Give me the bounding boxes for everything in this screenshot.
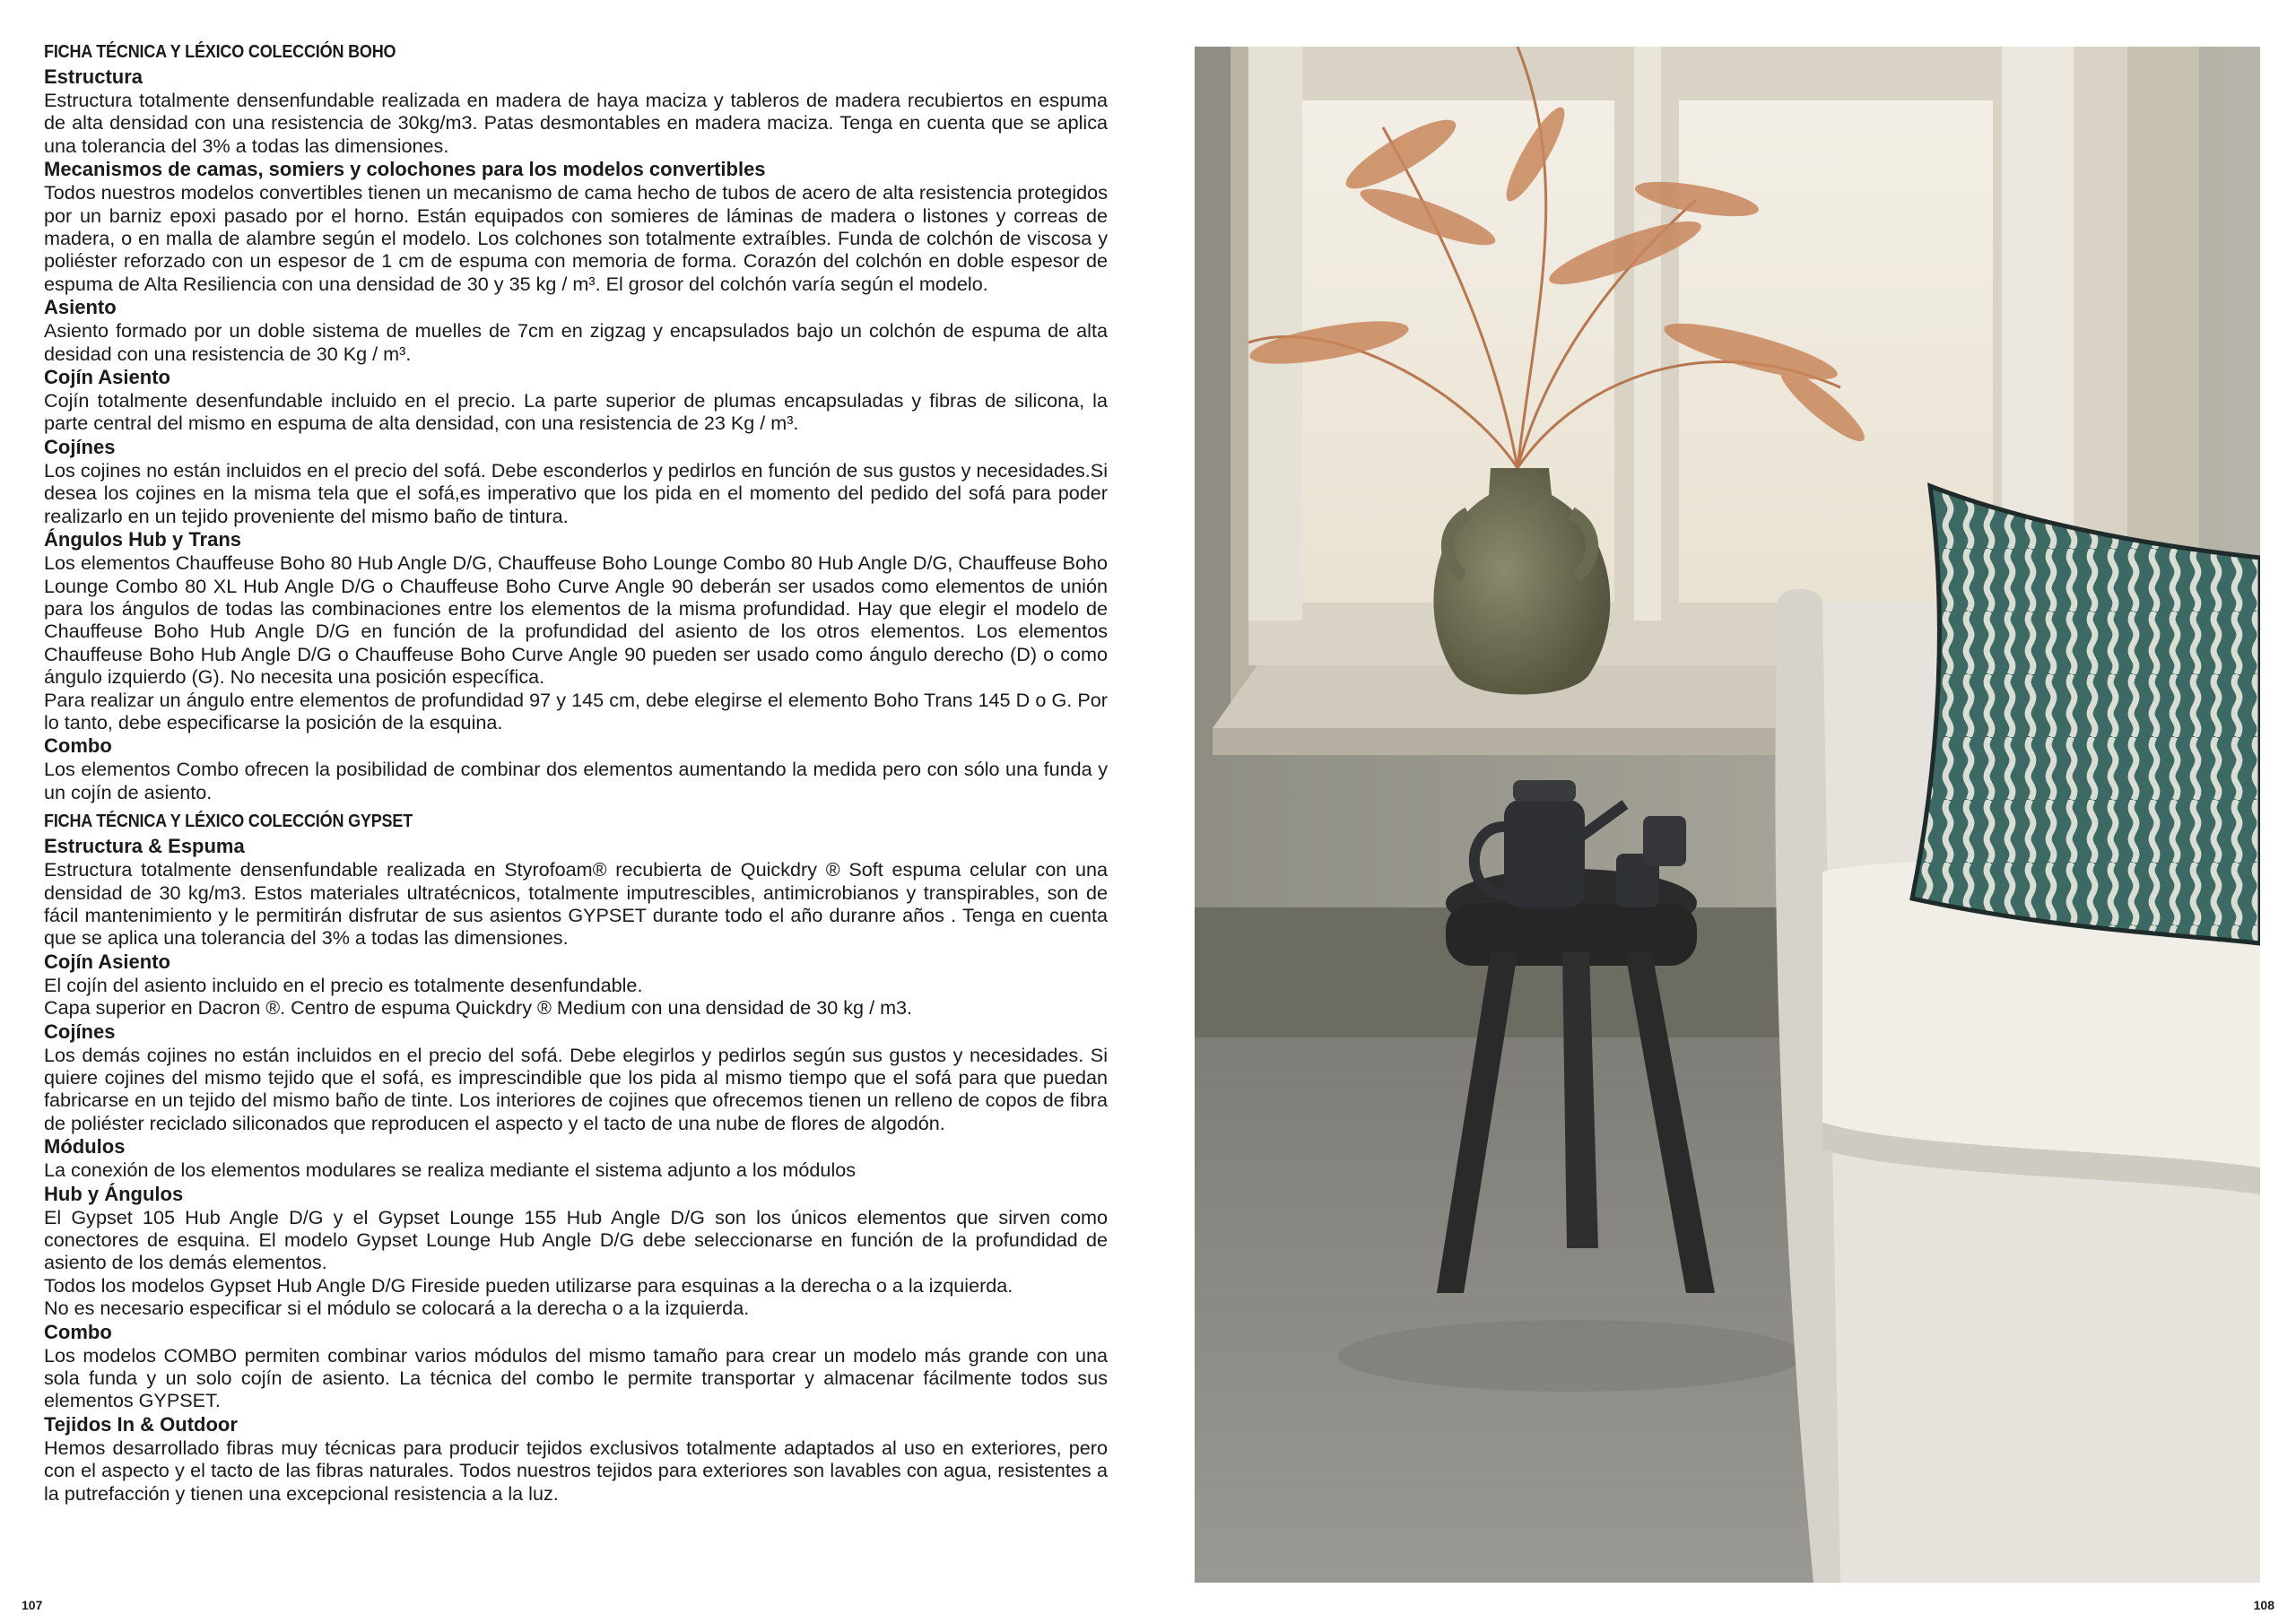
gypset-estructura-heading: Estructura & Espuma <box>44 835 245 858</box>
patterned-cushion <box>1912 486 2260 943</box>
shutter-left <box>1248 47 1302 621</box>
gypset-hub-text-1: El Gypset 105 Hub Angle D/G y el Gypset Lounge 155 Hub Angle D/G son los únicos elementos que sirven como conectores de esquina. El modelo Gypset Lounge Hub Angle D/G debe seleccionarse en función de la profundidad de asiento de los demás elementos. <box>44 1205 1108 1274</box>
boho-cojines-heading: Cojínes <box>44 435 116 458</box>
page-number-right: 108 <box>2253 1598 2274 1612</box>
teapot-lid <box>1513 780 1576 802</box>
boho-estructura-heading: Estructura <box>44 65 144 88</box>
cup-2 <box>1643 816 1686 866</box>
page-number-left: 107 <box>22 1598 43 1612</box>
gypset-hub-text-2: Todos los modelos Gypset Hub Angle D/G Fireside pueden utilizarse para esquinas a la derecha o a la izquierda. <box>44 1273 1013 1297</box>
interior-photo <box>1195 47 2260 1583</box>
gypset-combo-heading: Combo <box>44 1320 112 1343</box>
boho-cojines-text: Los cojines no están incluidos en el precio del sofá. Debe esconderlos y pedirlos en función de sus gustos y necesidades.Si desea los cojines en la misma tela que el sofá,es imperativo que los pida en el momento del pedido del sofá para poder realizarlo en un tejido proveniente del mismo baño de tintura. <box>44 458 1108 527</box>
gypset-hub-heading: Hub y Ángulos <box>44 1182 184 1205</box>
gypset-tejidos-heading: Tejidos In & Outdoor <box>44 1412 238 1436</box>
gypset-cojines-heading: Cojínes <box>44 1020 116 1043</box>
boho-section-title: FICHA TÉCNICA Y LÉXICO COLECCIÓN BOHO <box>44 42 396 62</box>
boho-combo-heading: Combo <box>44 734 112 758</box>
gypset-hub-text-3: No es necesario especificar si el módulo se colocará a la derecha o a la izquierda. <box>44 1297 750 1320</box>
boho-combo-text: Los elementos Combo ofrecen la posibilidad de combinar dos elementos aumentando la medida pero con sólo una funda y un cojín de asiento. <box>44 758 1108 803</box>
boho-cojin-heading: Cojín Asiento <box>44 366 170 389</box>
window-mullion <box>1634 47 1661 621</box>
gypset-combo-text: Los modelos COMBO permiten combinar varios módulos del mismo tamaño para crear un modelo más grande con una sola funda y un solo cojín de asiento. La técnica del combo le permite transportar y almacenar fácilmente todos sus elementos GYPSET. <box>44 1343 1108 1412</box>
gypset-cojin-heading: Cojín Asiento <box>44 950 170 973</box>
gypset-modulos-heading: Módulos <box>44 1135 126 1159</box>
boho-cojin-text: Cojín totalmente desenfundable incluido en el precio. La parte superior de plumas encapsuladas y fibras de silicona, la parte central del mismo en espuma de alta densidad, con una resistencia de 23 Kg / m³. <box>44 389 1108 435</box>
gypset-modulos-text: La conexión de los elementos modulares se realiza mediante el sistema adjunto a los módulos <box>44 1159 857 1182</box>
boho-asiento-text: Asiento formado por un doble sistema de muelles de 7cm en zigzag y encapsulados bajo un colchón de espuma de alta desidad con una resistencia de 30 Kg / m³. <box>44 319 1108 365</box>
gypset-cojin-text-1: El cojín del asiento incluido en el precio es totalmente desenfundable. <box>44 973 643 996</box>
gypset-section-title: FICHA TÉCNICA Y LÉXICO COLECCIÓN GYPSET <box>44 812 413 832</box>
gypset-cojin-text-2: Capa superior en Dacron ®. Centro de espuma Quickdry ® Medium con una densidad de 30 kg / m3. <box>44 996 913 1020</box>
boho-asiento-heading: Asiento <box>44 296 117 319</box>
boho-mecanismos-heading: Mecanismos de camas, somiers y colochones para los modelos convertibles <box>44 158 766 181</box>
gypset-estructura-text: Estructura totalmente densenfundable realizada en Styrofoam® recubierta de Quickdry ® Soft espuma celular con una densidad de 30 kg/m3. Estos materiales ultratécnicos, totalmente imputrescibles, antimicrobianos y transpirables, son de fácil mantenimiento y le permitirán disfrutar de sus asientos GYPSET durante todo el año duranre años . Tenga en cuenta que se aplica una tolerancia del 3% a todas las dimensiones. <box>44 858 1108 950</box>
stool-shadow <box>1338 1320 1805 1392</box>
boho-mecanismos-text: Todos nuestros modelos convertibles tienen un mecanismo de cama hecho de tubos de acero de alta resistencia protegidos por un barniz epoxi pasado por el horno. Están equipados con somieres de láminas de madera o listones y correas de madera, o en malla de alambre según el modelo. Los colchones son totalmente extraíbles. Funda de colchón de viscosa y poliéster reforzado con un espesor de 1 cm de espuma con memoria de forma. Corazón del colchón en doble espesor de espuma de Alta Resiliencia con una densidad de 30 y 35 kg / m³. El grosor del colchón varía según el modelo. <box>44 181 1108 295</box>
teapot <box>1504 800 1585 907</box>
technical-text-column <box>44 39 1108 1505</box>
gypset-cojines-text: Los demás cojines no están incluidos en el precio del sofá. Debe elegirlos y pedirlos según sus gustos y necesidades. Si quiere cojines del mismo tejido que el sofá, es imprescindible que los pida al mismo tiempo que el sofá para que puedan fabricarse en un tejido del mismo baño de tinte. Los interiores de cojines que ofrecemos tienen un relleno de copos de fibra de poliéster reciclado siliconados que reproducen el aspecto y el tacto de una nube de flores de algodón. <box>44 1043 1108 1134</box>
gypset-tejidos-text: Hemos desarrollado fibras muy técnicas para producir tejidos exclusivos totalmente adaptados al uso en exteriores, pero con el aspecto y el tacto de las fibras naturales. Todos nuestros tejidos para exteriores son lavables con agua, resistentes a la putrefacción y tienen una excepcional resistencia a la luz. <box>44 1436 1108 1505</box>
boho-angulos-text-1: Los elementos Chauffeuse Boho 80 Hub Angle D/G, Chauffeuse Boho Lounge Combo 80 Hub Angle D/G, Chauffeuse Boho Lounge Combo 80 XL Hub Angle D/G o Chauffeuse Boho Curve Angle 90 deberán ser usados como elementos de unión para los ángulos de todas las combinaciones entre los elementos de la misma profundidad. Hay que elegir el modelo de Chauffeuse Boho Hub Angle D/G en función de la profundidad del asiento de los otros elementos. Los elementos Chauffeuse Boho Hub Angle D/G o Chauffeuse Boho Curve Angle 90 pueden ser usado como ángulo derecho (D) o como ángulo izquierdo (G). No necesita una posición específica. <box>44 551 1108 689</box>
boho-angulos-heading: Ángulos Hub y Trans <box>44 528 242 551</box>
boho-angulos-text-2: Para realizar un ángulo entre elementos de profundidad 97 y 145 cm, debe elegirse el elemento Boho Trans 145 D o G. Por lo tanto, debe especificarse la posición de la esquina. <box>44 688 1108 733</box>
boho-estructura-text: Estructura totalmente densenfundable realizada en madera de haya maciza y tableros de madera recubiertos en espuma de alta densidad con una resistencia de 30kg/m3. Patas desmontables en madera maciza. Tenga en cuenta que se aplica una tolerancia del 3% a todas las dimensiones. <box>44 89 1108 157</box>
